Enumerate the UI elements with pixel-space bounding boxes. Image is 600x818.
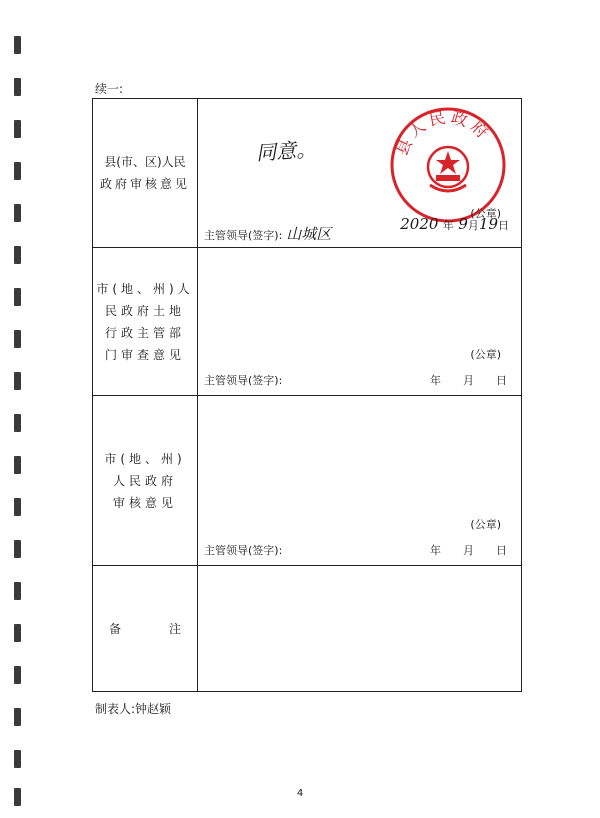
binding-hole [14, 624, 21, 642]
row-label [93, 566, 198, 692]
binding-hole [14, 666, 21, 684]
binding-hole [14, 162, 21, 180]
date-month-unit: 月 [467, 219, 479, 232]
maker-name: 钟赵颖 [135, 702, 172, 716]
date-year-unit: 年 [442, 219, 454, 232]
binding-hole [14, 708, 21, 726]
date-year: 2020 [400, 215, 439, 233]
seal-note: (公章) [470, 518, 501, 531]
binding-hole [14, 78, 21, 96]
label-line: 行政主管部 [104, 326, 185, 340]
signed-date [400, 215, 509, 233]
seal-note: (公章) [470, 207, 501, 220]
signer-line [204, 223, 331, 244]
signer-label: 主管领导(签字): [204, 374, 283, 387]
label-line: 市(地、州)人 [96, 282, 194, 296]
continuation-label: 续一: [95, 82, 124, 96]
row-label [93, 99, 198, 247]
handwritten-signature: 山城区 [286, 225, 332, 243]
seal-note: (公章) [470, 348, 501, 361]
binding-hole [14, 498, 21, 516]
date-blank: 年 月 日 [430, 374, 507, 387]
date-month: 9 [458, 215, 468, 233]
binding-hole [14, 204, 21, 222]
row-label [93, 248, 198, 396]
row-content [198, 396, 521, 566]
binding-hole [14, 582, 21, 600]
row-remarks [93, 565, 521, 692]
row-content [198, 248, 521, 396]
svg-text:县人民政府 [392, 107, 495, 158]
approval-form-table [92, 98, 522, 692]
label-line: 门审查意见 [104, 348, 185, 362]
binding-hole [14, 372, 21, 390]
maker-line [95, 700, 171, 717]
binding-hole [14, 414, 21, 432]
signer-label: 主管领导(签字): [204, 544, 283, 557]
signer-label: 主管领导(签字): [204, 229, 283, 242]
label-line: 人民政府 [112, 474, 177, 488]
label-line: 县(市、区)人民 [104, 155, 186, 169]
label-line: 审核意见 [112, 496, 177, 510]
label-line: 市(地、州) [104, 452, 186, 466]
binding-hole [14, 540, 21, 558]
page-number: 4 [296, 788, 304, 799]
handwritten-opinion: 同意。 [255, 136, 317, 166]
row-label [93, 396, 198, 566]
label-line: 政府审核意见 [99, 177, 190, 191]
binding-hole [14, 246, 21, 264]
binding-hole [14, 750, 21, 768]
row-land-admin-review [93, 247, 521, 396]
date-blank: 年 月 日 [430, 544, 507, 557]
binding-hole [14, 120, 21, 138]
row-city-review [93, 395, 521, 566]
remarks-content [198, 566, 521, 692]
binding-hole [14, 288, 21, 306]
remark-label: 备 注 [108, 622, 182, 636]
binding-hole [14, 36, 21, 54]
label-line: 民政府土地 [104, 304, 185, 318]
binding-holes [14, 36, 23, 806]
binding-hole [14, 330, 21, 348]
seal-text: 县人民政府 [391, 107, 495, 159]
row-content [198, 99, 521, 247]
row-county-review [93, 99, 521, 247]
maker-label: 制表人: [95, 702, 136, 716]
binding-hole [14, 456, 21, 474]
date-day-unit: 日 [498, 219, 509, 232]
date-day: 19 [478, 215, 498, 233]
